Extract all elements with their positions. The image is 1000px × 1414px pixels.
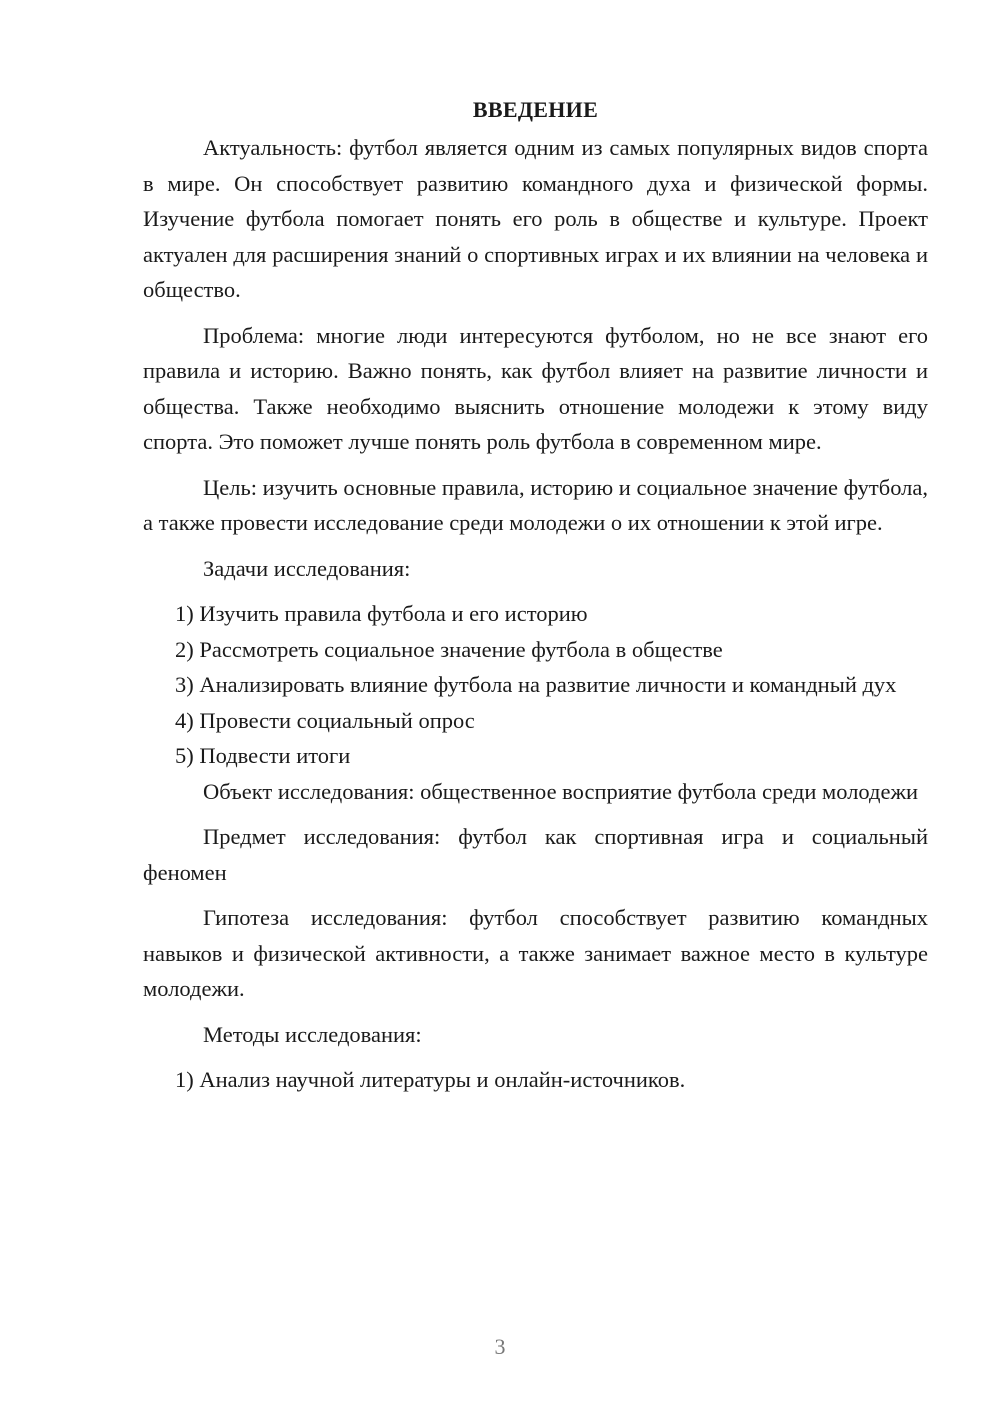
task-item: 2) Рассмотреть социальное значение футбола в обществе — [175, 636, 723, 662]
subject-paragraph: Предмет исследования: футбол как спортивная игра и социальный феномен — [143, 824, 928, 885]
goal-paragraph: Цель: изучить основные правила, историю и социальное значение футбола, а также провести исследование среди молодежи о их отношении к этой игре. — [143, 474, 928, 535]
methods-heading: Методы исследования: — [203, 1021, 422, 1047]
method-item: 1) Анализ научной литературы и онлайн-источников. — [175, 1067, 686, 1092]
task-item: 4) Провести социальный опрос — [175, 707, 475, 733]
relevance-paragraph: Актуальность: футбол является одним из самых популярных видов спорта в мире. Он способствует развитию командного духа и физической формы. Изучение футбола помогает понять его роль в обществе и культуре. Проект актуален для расширения знаний о спортивных играх и их влиянии на человека и общество. — [143, 135, 928, 302]
page-number: 3 — [494, 1334, 506, 1359]
task-item: 3) Анализировать влияние футбола на развитие личности и командный дух — [175, 672, 897, 697]
hypothesis-paragraph: Гипотеза исследования: футбол способствует развитию командных навыков и физической активности, а также занимает важное место в культуре молодежи. — [143, 905, 928, 1001]
problem-paragraph: Проблема: многие люди интересуются футболом, но не все знают его правила и историю. Важно понять, как футбол влияет на развитие личности и общества. Также необходимо выяснить отношение молодежи к этому виду спорта. Это поможет лучше понять роль футбола в современном мире. — [143, 322, 928, 454]
task-item: 5) Подвести итоги — [175, 743, 351, 768]
page-title: ВВЕДЕНИЕ — [472, 97, 599, 122]
object-paragraph: Объект исследования: общественное восприятие футбола среди молодежи — [203, 778, 919, 804]
tasks-heading: Задачи исследования: — [203, 555, 411, 581]
task-item: 1) Изучить правила футбола и его историю — [175, 601, 588, 626]
document-page — [143, 92, 928, 1098]
